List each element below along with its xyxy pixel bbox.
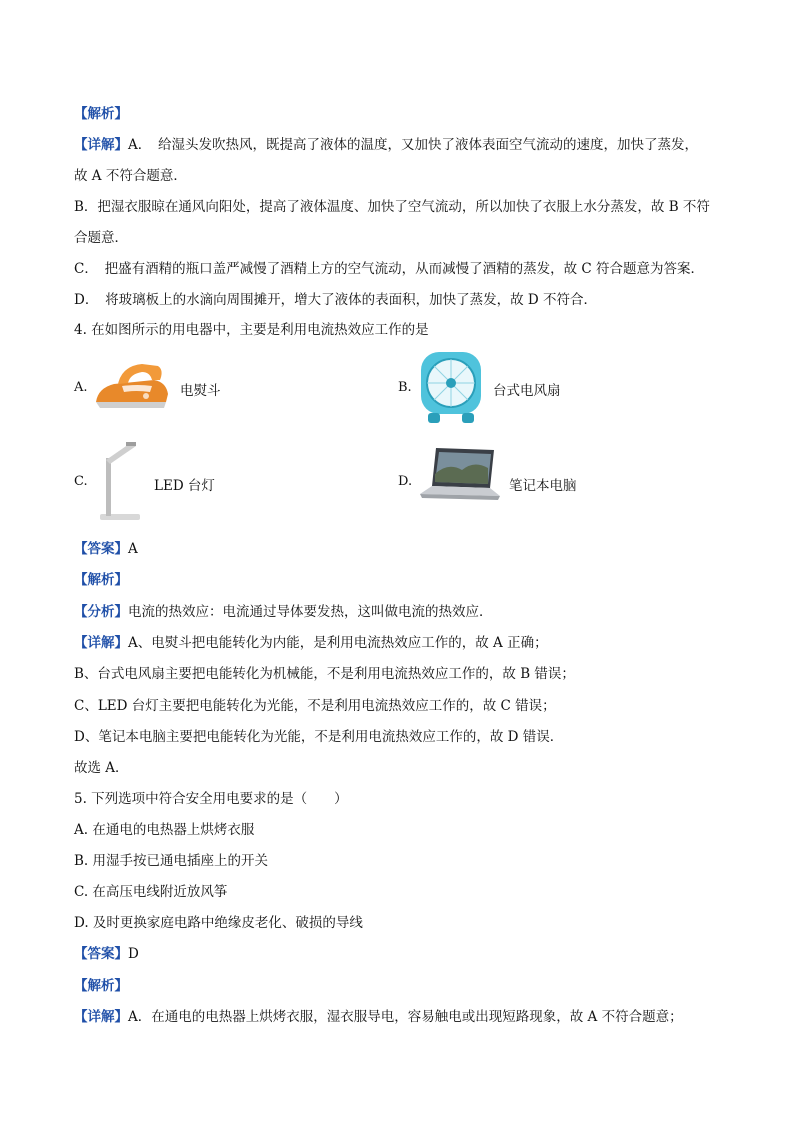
desk-lamp-icon — [92, 438, 150, 524]
question-4-stem: 4. 在如图所示的用电器中，主要是利用电流热效应工作的是 — [74, 322, 429, 338]
q5-detail-a-line — [74, 1008, 734, 1026]
option-d-label: 笔记本电脑 — [509, 478, 577, 494]
detail-text: A、电熨斗把电能转化为内能，是利用电流热效应工作的，故 A 正确； — [128, 635, 548, 651]
q4-conclusion: 故选 A． — [74, 760, 129, 776]
q5-option-a: A. 在通电的电热器上烘烤衣服 — [74, 822, 255, 838]
q5-option-c: C. 在高压电线附近放风筝 — [74, 884, 228, 900]
q4-detail-b-line: B、台式电风扇主要把电能转化为机械能，不是利用电流热效应工作的，故 B 错误； — [74, 666, 575, 682]
detail-b-line-1: B．把湿衣服晾在通风向阳处，提高了液体温度、加快了空气流动，所以加快了衣服上水分蒸发，故 B 不符 — [74, 199, 710, 215]
answer-value: A — [128, 541, 138, 557]
q4-detail-c-line: C、LED 台灯主要把电能转化为光能，不是利用电流热效应工作的，故 C 错误； — [74, 698, 556, 714]
q4-answer-line — [74, 540, 734, 558]
q4-detail-a-line — [74, 634, 734, 652]
analysis-text: 电流的热效应：电流通过导体要发热，这叫做电流的热效应． — [128, 604, 493, 620]
detail-text: A． 给湿头发吹热风，既提高了液体的温度，又加快了液体表面空气流动的速度，加快了蒸发， — [128, 137, 698, 153]
option-b-letter: B. — [398, 380, 412, 395]
laptop-icon — [418, 444, 502, 504]
detail-tag: 【详解】 — [74, 1009, 128, 1025]
answer-value: D — [128, 946, 139, 962]
option-a-letter: A. — [74, 380, 88, 395]
detail-a-line-1 — [74, 136, 734, 154]
detail-b-line-2: 合题意． — [74, 230, 128, 246]
iron-icon — [92, 358, 172, 414]
detail-text: A．在通电的电热器上烘烤衣服，湿衣服导电，容易触电或出现短路现象，故 A 不符合题意； — [128, 1009, 683, 1025]
q5-option-d: D. 及时更换家庭电路中绝缘皮老化、破损的导线 — [74, 915, 363, 931]
detail-a-line-2: 故 A 不符合题意． — [74, 168, 187, 184]
option-c-label: LED 台灯 — [154, 478, 215, 494]
q4-jiexi-heading: 【解析】 — [74, 572, 128, 588]
detail-c-line: C． 把盛有酒精的瓶口盖严减慢了酒精上方的空气流动，从而减慢了酒精的蒸发，故 C 符合题意为答案． — [74, 261, 704, 277]
option-b-label: 台式电风扇 — [493, 383, 561, 399]
answer-tag: 【答案】 — [74, 541, 128, 557]
answer-tag: 【答案】 — [74, 946, 128, 962]
question-5-stem: 5. 下列选项中符合安全用电要求的是（ ） — [74, 791, 348, 807]
option-a-label: 电熨斗 — [180, 383, 221, 399]
q4-analysis-line — [74, 603, 734, 621]
q4-detail-d-line: D、笔记本电脑主要把电能转化为光能，不是利用电流热效应工作的，故 D 错误． — [74, 729, 564, 745]
q5-jiexi-heading: 【解析】 — [74, 978, 128, 994]
option-d-letter: D. — [398, 474, 413, 489]
q5-answer-line — [74, 945, 734, 963]
q5-option-b: B. 用湿手按已通电插座上的开关 — [74, 853, 269, 869]
option-c-letter: C. — [74, 474, 88, 489]
jiexi-heading: 【解析】 — [74, 106, 128, 122]
fan-icon — [418, 349, 484, 427]
detail-tag: 【详解】 — [74, 635, 128, 651]
detail-tag: 【详解】 — [74, 137, 128, 153]
analysis-tag: 【分析】 — [74, 604, 128, 620]
detail-d-line: D． 将玻璃板上的水滴向周围摊开，增大了液体的表面积，加快了蒸发，故 D 不符合． — [74, 292, 597, 308]
